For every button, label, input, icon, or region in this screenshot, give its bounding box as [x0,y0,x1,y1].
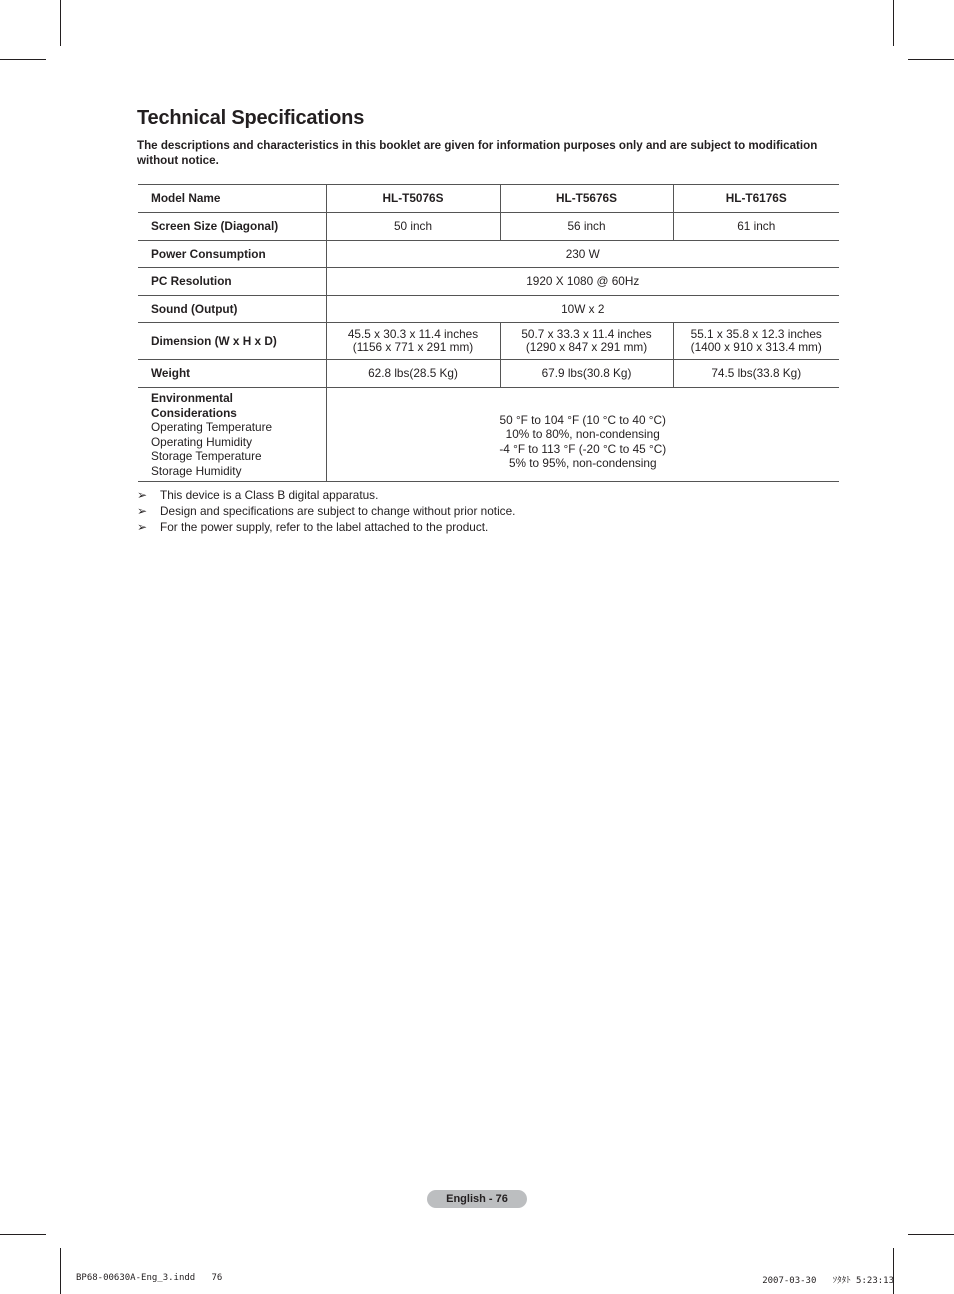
table-row [138,241,839,268]
table-cell [326,388,839,482]
note-text: Design and specifications are subject to change without prior notice. [160,504,516,518]
row-label [138,388,326,482]
env-item-label: Operating Humidity [151,434,252,449]
table-cell: 61 inch [673,213,839,241]
env-item-label: Storage Humidity [151,463,242,478]
env-item-value: 50 °F to 104 °F (10 °C to 40 °C) [499,412,666,427]
crop-mark [908,59,954,60]
page-title: Technical Specifications [137,107,365,129]
row-label: Screen Size (Diagonal) [138,213,326,241]
env-item-label: Operating Temperature [151,420,273,434]
table-row [138,388,839,482]
row-label: PC Resolution [138,268,326,296]
crop-mark [0,59,46,60]
arrow-bullet-icon: ➢ [137,504,148,518]
row-label: Dimension (W x H x D) [138,323,326,360]
spec-table [138,184,839,482]
table-cell [673,323,839,360]
table-row [138,323,839,360]
dimension-mm: (1156 x 771 x 291 mm) [352,340,474,354]
page-number-badge: English - 76 [427,1190,527,1208]
table-header-cell: Model Name [138,185,326,213]
env-item-value: 10% to 80%, non-condensing [505,427,660,441]
dimension-inches: 55.1 x 35.8 x 12.3 inches [690,327,822,341]
dimension-mm: (1400 x 910 x 313.4 mm) [690,340,822,354]
env-item-value: -4 °F to 113 °F (-20 °C to 45 °C) [499,441,667,456]
dimension-mm: (1290 x 847 x 291 mm) [525,340,648,354]
table-row [138,360,839,388]
note-text: For the power supply, refer to the label attached to the product. [160,520,489,534]
row-label: Sound (Output) [138,296,326,323]
crop-mark [908,1234,954,1235]
crop-mark [0,1234,46,1235]
table-cell [326,323,500,360]
table-row [138,268,839,296]
env-heading: Environmental Considerations [151,391,237,420]
table-header-cell: HL-T5076S [326,185,500,213]
table-cell: 50 inch [326,213,500,241]
print-slug-right: 2007-03-30 ｿﾀﾀﾄ 5:23:13 [762,1276,894,1286]
intro-text: The descriptions and characteristics in this booklet are given for information purposes only and are subject to modification without notice. [137,139,818,167]
print-slug-left: BP68-00630A-Eng_3.indd 76 [76,1273,223,1283]
env-item-value: 5% to 95%, non-condensing [508,456,657,470]
env-item-label: Storage Temperature [151,449,262,463]
dimension-inches: 50.7 x 33.3 x 11.4 inches [521,327,652,341]
table-row [138,185,839,213]
row-label: Power Consumption [138,241,326,268]
table-cell: 67.9 lbs(30.8 Kg) [500,360,673,388]
arrow-bullet-icon: ➢ [137,520,148,534]
crop-mark [893,0,894,46]
note-text: This device is a Class B digital apparatus. [160,488,379,502]
table-row [138,213,839,241]
table-cell: 62.8 lbs(28.5 Kg) [326,360,500,388]
arrow-bullet-icon: ➢ [137,488,148,502]
table-cell [500,323,673,360]
table-header-cell: HL-T6176S [673,185,839,213]
row-label: Weight [138,360,326,388]
dimension-inches: 45.5 x 30.3 x 11.4 inches [347,327,479,341]
table-cell: 56 inch [500,213,673,241]
crop-mark [60,0,61,46]
table-cell: 230 W [326,241,839,268]
table-header-cell: HL-T5676S [500,185,673,213]
table-row [138,296,839,323]
table-cell: 1920 X 1080 @ 60Hz [326,268,839,296]
table-cell: 74.5 lbs(33.8 Kg) [673,360,839,388]
crop-mark [893,1248,894,1294]
crop-mark [60,1248,61,1294]
table-cell: 10W x 2 [326,296,839,323]
